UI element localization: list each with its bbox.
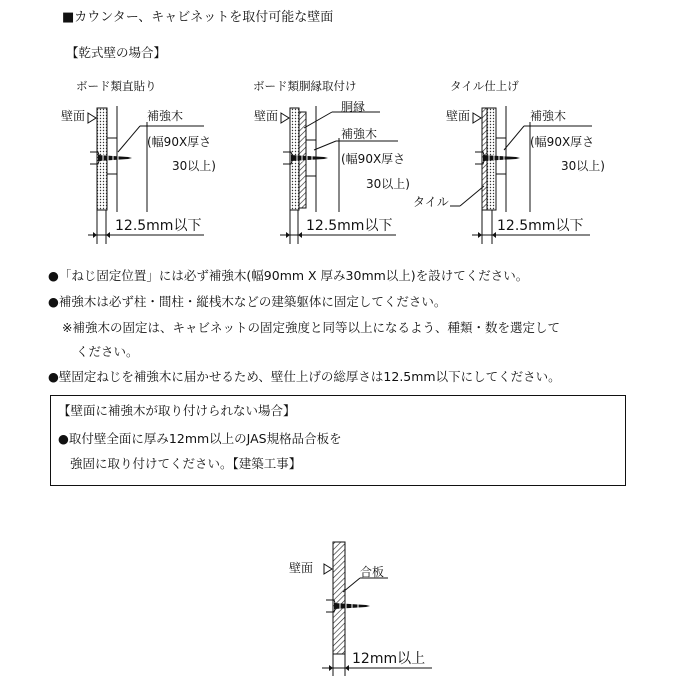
plywood-diagram-dimension: 12mm以上 [352,651,426,667]
plywood-diagram-wall-label: 壁面 [289,561,314,575]
diagram-1-reinforcement-label: 補強木 [147,109,184,123]
diagram-2-dimension: 12.5mm以下 [306,218,393,234]
note-line-1: ●「ねじ固定位置」には必ず補強木(幅90mm X 厚み30mm以上)を設けてください。 [48,268,529,283]
box-line-1: ●取付壁全面に厚み12mm以上のJAS規格品合板を [58,431,342,446]
note-line-2: ●補強木は必ず柱・間柱・縦桟木などの建築躯体に固定してください。 [48,294,447,309]
plywood-diagram-plywood-label: 合板 [360,565,385,579]
diagram-1-caption: ボード類直貼り [76,79,157,93]
note-line-3: ※補強木の固定は、キャビネットの固定強度と同等以上になるよう、種類・数を選定して [62,320,560,335]
diagram-1-spec-line-2: 30以上) [172,159,216,173]
diagram-1-dimension: 12.5mm以下 [115,218,202,234]
diagram-2-furring-label: 胴縁 [341,100,366,114]
diagram-2-spec-line-1: (幅90X厚さ [341,152,406,166]
diagram-3-wall-label: 壁面 [446,109,471,123]
diagram-3-drawing [450,106,595,244]
diagram-2-caption: ボード類胴縁取付け [253,79,357,93]
box-line-2: 強固に取り付けてください。【建築工事】 [70,456,302,471]
diagram-1-spec-line-1: (幅90X厚さ [147,135,212,149]
diagram-2-spec-line-2: 30以上) [366,177,410,191]
note-line-5: ●壁固定ねじを補強木に届かせるため、壁仕上げの総厚さは12.5mm以下にしてください。 [48,369,561,384]
page-title: ■カウンター、キャビネットを取付可能な壁面 [62,10,334,25]
box-heading: 【壁面に補強木が取り付けられない場合】 [58,403,296,418]
diagram-3-dimension: 12.5mm以下 [497,218,584,234]
diagram-3-caption: タイル仕上げ [450,79,519,93]
diagram-1-drawing [88,106,204,244]
diagram-2-drawing [280,106,398,244]
diagram-3-reinforcement-label: 補強木 [530,109,567,123]
note-line-4: ください。 [76,344,139,359]
diagram-1-wall-label: 壁面 [61,109,86,123]
diagram-3-spec-line-2: 30以上) [561,159,605,173]
diagram-3-tile-label: タイル [413,195,449,209]
plywood-drawing [322,542,432,676]
diagram-2-reinforcement-label: 補強木 [341,127,378,141]
diagram-2-wall-label: 壁面 [254,109,279,123]
plywood-board [333,542,345,654]
section-subtitle: 【乾式壁の場合】 [66,45,167,60]
diagram-3-spec-line-1: (幅90X厚さ [530,135,595,149]
